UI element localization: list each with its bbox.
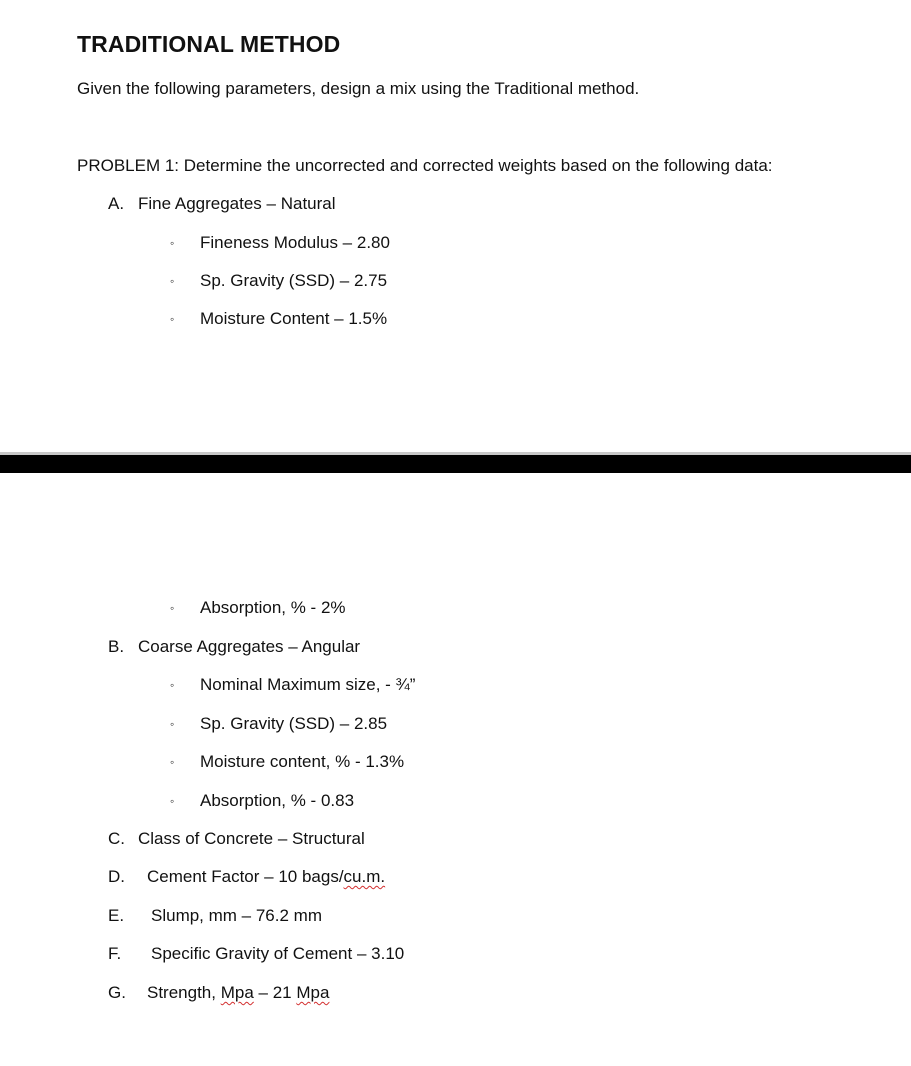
section-c-label: Class of Concrete – Structural (138, 829, 365, 848)
list-item: Nominal Maximum size, - ¾” (200, 675, 416, 694)
list-marker-b: B. (108, 637, 125, 656)
section-d-label (147, 867, 385, 887)
list-marker-e: E. (108, 906, 125, 925)
intro-paragraph: Given the following parameters, design a mix using the Traditional method. (77, 79, 640, 98)
section-a-label: Fine Aggregates – Natural (138, 194, 336, 213)
bullet-icon: ◦ (170, 717, 175, 731)
section-g-label (147, 983, 329, 1003)
spellcheck-flag: Mpa (296, 983, 330, 1002)
section-g-text: Strength, (147, 983, 221, 1002)
list-item: Sp. Gravity (SSD) – 2.75 (200, 271, 388, 290)
bullet-icon: ◦ (170, 601, 175, 615)
list-marker-g: G. (108, 983, 126, 1002)
bullet-icon: ◦ (170, 312, 175, 326)
section-d-text: Cement Factor – 10 bags/ (147, 867, 344, 886)
section-e-label: Slump, mm – 76.2 mm (151, 906, 322, 925)
spellcheck-flag: Mpa (220, 983, 254, 1002)
bullet-icon: ◦ (170, 755, 175, 769)
page-break-bar (0, 455, 911, 473)
list-marker-f: F. (108, 944, 122, 963)
list-marker-d: D. (108, 867, 125, 886)
list-item: Moisture content, % - 1.3% (200, 752, 405, 771)
spellcheck-flag: cu.m. (343, 867, 386, 886)
bullet-icon: ◦ (170, 236, 175, 250)
list-item: Absorption, % - 2% (200, 598, 346, 617)
list-item: Absorption, % - 0.83 (200, 791, 355, 810)
list-item: Sp. Gravity (SSD) – 2.85 (200, 714, 388, 733)
list-item: Moisture Content – 1.5% (200, 309, 388, 328)
document-title: TRADITIONAL METHOD (77, 31, 341, 57)
bullet-icon: ◦ (170, 274, 175, 288)
problem-statement: PROBLEM 1: Determine the uncorrected and corrected weights based on the following data: (77, 156, 773, 175)
bullet-icon: ◦ (170, 678, 175, 692)
list-marker-a: A. (108, 194, 125, 213)
section-f-label: Specific Gravity of Cement – 3.10 (151, 944, 405, 963)
bullet-icon: ◦ (170, 794, 175, 808)
section-b-label: Coarse Aggregates – Angular (138, 637, 361, 656)
list-item: Fineness Modulus – 2.80 (200, 233, 390, 252)
list-marker-c: C. (108, 829, 125, 848)
section-g-value: – 21 (253, 983, 297, 1002)
